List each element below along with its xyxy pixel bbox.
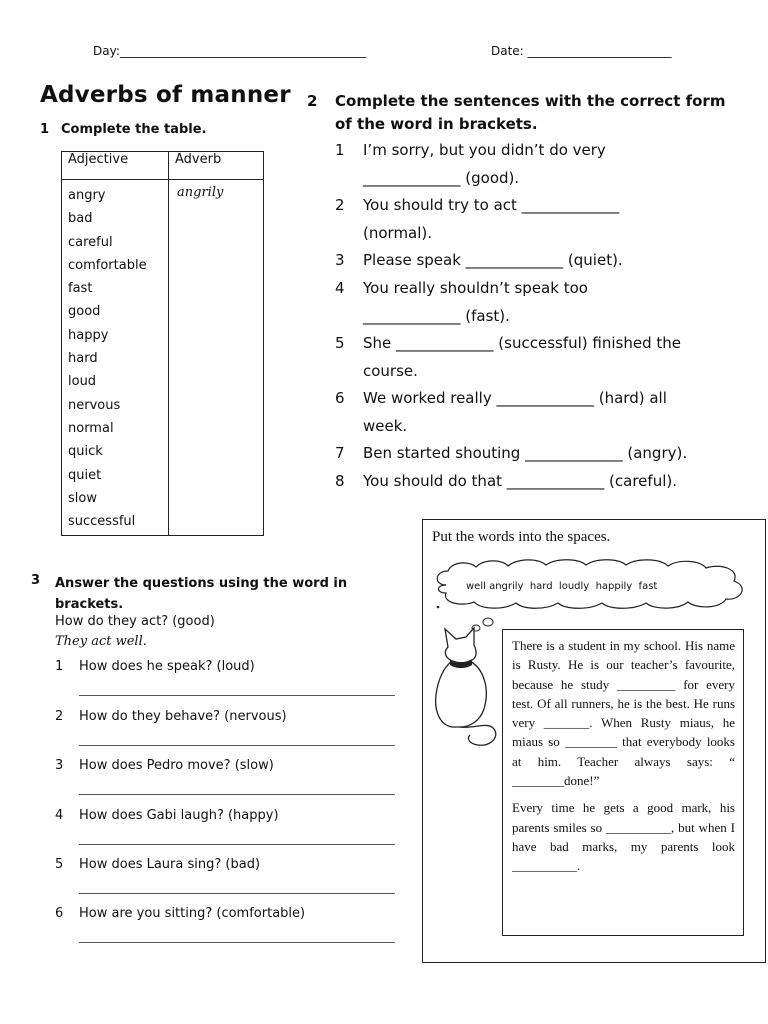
sentence-number: 7 [335, 444, 345, 462]
sentence-number: 8 [335, 472, 345, 490]
sentence-text-continued[interactable]: week. [363, 417, 408, 435]
adjective-item: good [68, 304, 101, 320]
sentence-text[interactable]: Ben started shouting _____________ (angry). [363, 444, 688, 462]
sentence-number: 6 [335, 389, 345, 407]
answer-line[interactable] [79, 893, 395, 894]
sentence-text-continued[interactable]: course. [363, 362, 418, 380]
adjective-item: fast [68, 281, 93, 297]
day-field: Day:_________________________________________ [93, 44, 366, 58]
sentence-text[interactable]: Please speak _____________ (quiet). [363, 251, 623, 269]
sentence-number: 3 [335, 251, 345, 269]
section1-number: 1 [40, 122, 50, 137]
answer-line[interactable] [79, 745, 395, 746]
sentence-text[interactable]: She _____________ (successful) finished the [363, 334, 681, 352]
story-box [502, 629, 744, 936]
question-text: How do they behave? (nervous) [79, 709, 287, 724]
answer-line[interactable] [79, 794, 395, 795]
adjective-item: comfortable [68, 257, 147, 273]
question-number: 6 [55, 906, 64, 921]
story-paragraph-2: Every time he gets a good mark, his parents smiles so __________, but when I have bad marks, my parents look __________. [512, 800, 735, 874]
question-number: 4 [55, 808, 64, 823]
story-paragraph-1: There is a student in my school. His name is Rusty. He is our teacher’s favourite, because he study _________ for every test. Of all runners, he is the best. He runs very _______. When Rusty miaus, he miaus so ________ that everybody looks at him. Teacher always says: “ ________done!” [512, 638, 735, 789]
adjective-item: angry [68, 188, 106, 203]
adjective-item: hard [68, 351, 98, 367]
section3-instruction: Answer the questions using the word in brackets. [55, 576, 348, 612]
cat-icon [430, 625, 502, 750]
adjective-item: quiet [68, 467, 102, 483]
example-question: How do they act? (good) [55, 614, 215, 629]
sentence-number: 1 [335, 141, 345, 159]
page-title: Adverbs of manner [40, 82, 291, 108]
example-answer: They act well. [55, 634, 147, 649]
sentence-number: 5 [335, 334, 345, 352]
question-number: 5 [55, 857, 64, 872]
adjective-item: careful [68, 234, 113, 250]
sentence-text[interactable]: We worked really _____________ (hard) all [363, 389, 667, 407]
sentence-text[interactable]: You should try to act _____________ [363, 196, 620, 214]
col-adjective-header: Adjective [62, 152, 169, 180]
example-adverb: angrily [177, 185, 224, 200]
sentence-text-continued[interactable]: _____________ (good). [363, 169, 520, 187]
adverb-column[interactable] [169, 180, 264, 536]
sentence-text-continued[interactable]: (normal). [363, 224, 433, 242]
col-adverb-header: Adverb [169, 152, 264, 180]
adjective-item: nervous [68, 397, 121, 413]
sentence-text[interactable]: You really shouldn’t speak too [363, 279, 588, 297]
question-text: How does Laura sing? (bad) [79, 857, 261, 872]
word-bank: well angrily hard loudly happily fast [466, 581, 658, 592]
sentence-text-continued[interactable]: _____________ (fast). [363, 307, 510, 325]
box-instruction: Put the words into the spaces. [432, 529, 611, 545]
answer-line[interactable] [79, 695, 395, 696]
adjective-item: happy [68, 327, 109, 343]
adjective-item: bad [68, 211, 93, 227]
adjective-item: normal [68, 420, 114, 436]
question-text: How are you sitting? (comfortable) [79, 906, 306, 921]
adjective-item: successful [68, 514, 136, 530]
question-number: 3 [55, 758, 64, 773]
adverb-table [61, 151, 264, 536]
sentence-text[interactable]: I’m sorry, but you didn’t do very [363, 141, 606, 159]
sentence-text[interactable]: You should do that _____________ (careful). [363, 472, 677, 490]
adjective-item: slow [68, 490, 97, 506]
section3-number: 3 [31, 573, 41, 588]
question-number: 2 [55, 709, 64, 724]
question-text: How does Gabi laugh? (happy) [79, 808, 279, 823]
answer-line[interactable] [79, 844, 395, 845]
sentence-number: 4 [335, 279, 345, 297]
answer-line[interactable] [79, 942, 395, 943]
question-text: How does Pedro move? (slow) [79, 758, 274, 773]
section1-instruction: Complete the table. [61, 122, 207, 137]
question-text: How does he speak? (loud) [79, 659, 255, 674]
adjective-column [62, 180, 169, 536]
adjective-item: quick [68, 444, 103, 460]
section2-number: 2 [307, 92, 318, 110]
adjective-item: loud [68, 374, 97, 390]
question-number: 1 [55, 659, 64, 674]
date-field: Date: ________________________ [491, 44, 672, 58]
sentence-number: 2 [335, 196, 345, 214]
section2-instruction: Complete the sentences with the correct form of the word in brackets. [335, 92, 726, 133]
